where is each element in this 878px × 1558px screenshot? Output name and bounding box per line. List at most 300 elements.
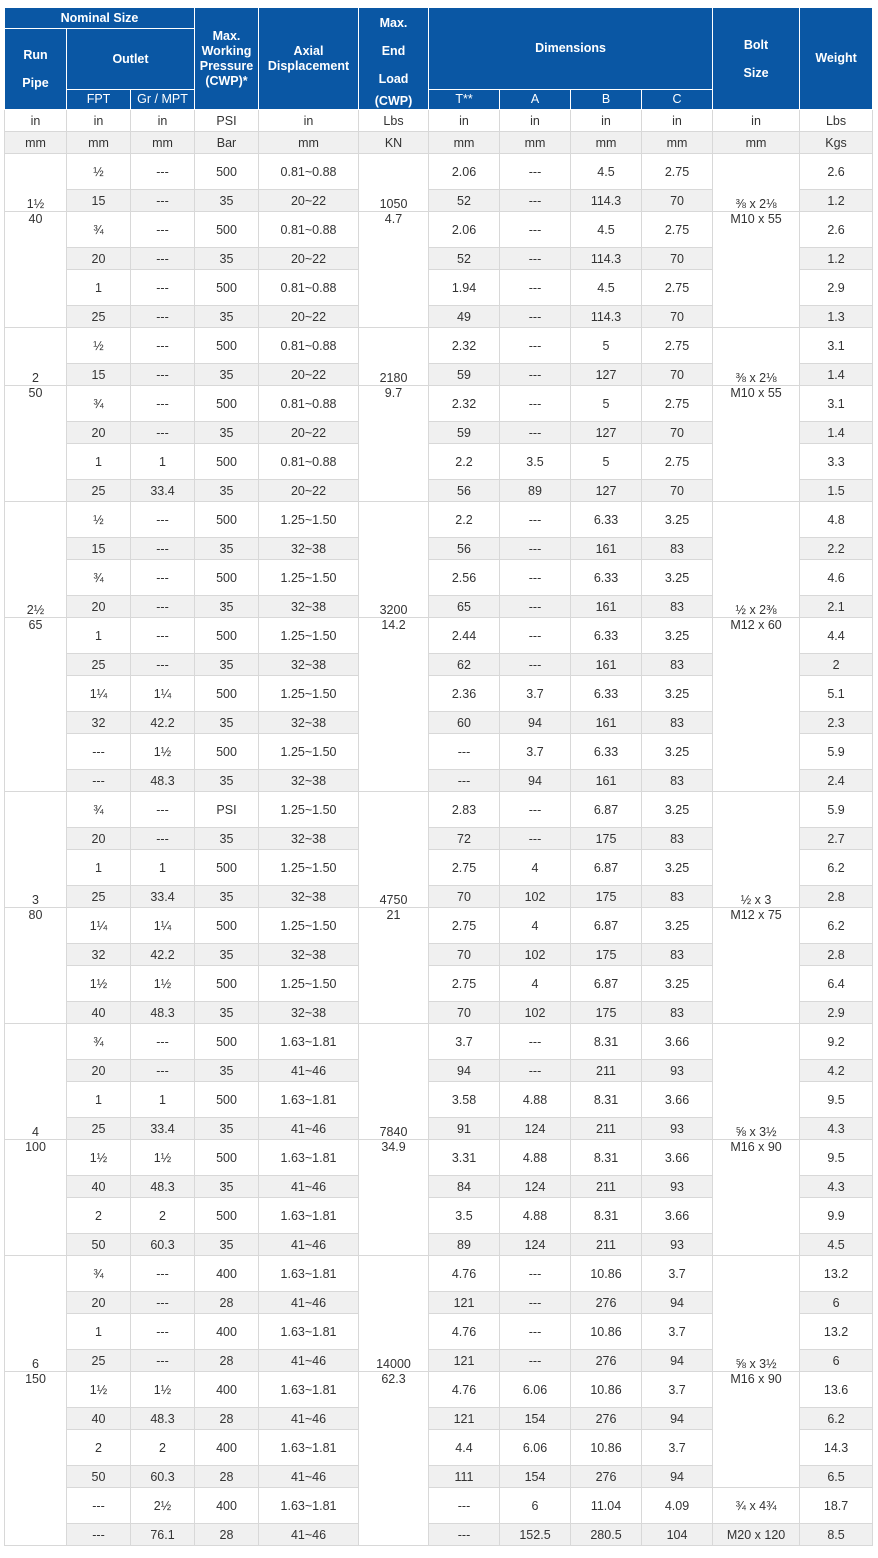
c-cell: 3.25	[642, 850, 713, 886]
c-cell: 3.7	[642, 1430, 713, 1466]
gr-mpt-cell: ---	[131, 422, 195, 444]
t-cell: 2.75	[429, 850, 500, 886]
pressure-cell: 35	[195, 1118, 259, 1140]
end-load-lbs: 14000	[359, 1256, 429, 1372]
c-cell: 3.25	[642, 560, 713, 596]
axial-displacement-header: Axial Displacement	[259, 8, 359, 110]
c-cell: 83	[642, 654, 713, 676]
run-pipe-mm: 150	[5, 1372, 67, 1546]
a-cell: ---	[500, 1314, 571, 1350]
a-cell: ---	[500, 248, 571, 270]
axial-displacement-cell: 41~46	[259, 1060, 359, 1082]
run-pipe-mm: 100	[5, 1140, 67, 1256]
b-cell: 5	[571, 386, 642, 422]
t-cell: 65	[429, 596, 500, 618]
pressure-cell: 35	[195, 364, 259, 386]
t-cell: ---	[429, 1488, 500, 1524]
pressure-cell: 35	[195, 190, 259, 212]
b-cell: 280.5	[571, 1524, 642, 1546]
b-cell: 114.3	[571, 306, 642, 328]
b-cell: 10.86	[571, 1314, 642, 1350]
b-cell: 175	[571, 944, 642, 966]
axial-displacement-cell: 32~38	[259, 1002, 359, 1024]
gr-mpt-cell: ---	[131, 1256, 195, 1292]
axial-displacement-cell: 32~38	[259, 712, 359, 734]
a-cell: ---	[500, 270, 571, 306]
bolt-size-mm: M12 x 60	[713, 618, 800, 792]
fpt-cell: ¾	[67, 792, 131, 828]
t-cell: 70	[429, 886, 500, 908]
a-cell: 4.88	[500, 1198, 571, 1234]
a-cell: 89	[500, 480, 571, 502]
pressure-cell: 500	[195, 908, 259, 944]
c-cell: 3.25	[642, 734, 713, 770]
axial-displacement-cell: 0.81~0.88	[259, 154, 359, 190]
c-cell: 93	[642, 1060, 713, 1082]
weight-cell: 6.2	[800, 850, 873, 886]
bolt-size-in: ⅜ x 2⅛	[713, 154, 800, 212]
gr-mpt-cell: ---	[131, 1314, 195, 1350]
axial-displacement-cell: 41~46	[259, 1408, 359, 1430]
fpt-cell: ---	[67, 734, 131, 770]
axial-displacement-cell: 41~46	[259, 1350, 359, 1372]
end-load-kn: 9.7	[359, 386, 429, 502]
a-cell: 102	[500, 944, 571, 966]
axial-displacement-cell: 1.63~1.81	[259, 1198, 359, 1234]
fpt-cell: ½	[67, 154, 131, 190]
gr-mpt-cell: ---	[131, 618, 195, 654]
pressure-cell: 35	[195, 538, 259, 560]
gr-mpt-cell: 48.3	[131, 1002, 195, 1024]
unit-cell: in	[500, 110, 571, 132]
unit-cell: in	[429, 110, 500, 132]
weight-cell: 2.9	[800, 270, 873, 306]
gr-mpt-cell: ---	[131, 386, 195, 422]
b-cell: 4.5	[571, 270, 642, 306]
table-row	[5, 1024, 873, 1060]
a-cell: ---	[500, 422, 571, 444]
t-cell: 4.76	[429, 1372, 500, 1408]
a-cell: ---	[500, 618, 571, 654]
weight-cell: 2.2	[800, 538, 873, 560]
table-row	[5, 502, 873, 538]
a-cell: 124	[500, 1176, 571, 1198]
c-cell: 2.75	[642, 386, 713, 422]
fpt-cell: 40	[67, 1176, 131, 1198]
axial-displacement-cell: 1.25~1.50	[259, 908, 359, 944]
c-cell: 70	[642, 248, 713, 270]
pressure-cell: 35	[195, 828, 259, 850]
b-cell: 175	[571, 886, 642, 908]
unit-cell: in	[259, 110, 359, 132]
pressure-cell: 500	[195, 734, 259, 770]
c-cell: 94	[642, 1350, 713, 1372]
c-cell: 83	[642, 770, 713, 792]
a-cell: 102	[500, 886, 571, 908]
pressure-cell: 35	[195, 1060, 259, 1082]
weight-cell: 13.2	[800, 1256, 873, 1292]
a-cell: 3.5	[500, 444, 571, 480]
table-row	[5, 154, 873, 190]
t-cell: 2.83	[429, 792, 500, 828]
unit-cell: Lbs	[359, 110, 429, 132]
fpt-header: FPT	[67, 90, 131, 110]
b-cell: 4.5	[571, 154, 642, 190]
t-cell: 91	[429, 1118, 500, 1140]
gr-mpt-cell: ---	[131, 538, 195, 560]
gr-mpt-cell: ---	[131, 1292, 195, 1314]
end-load-kn: 14.2	[359, 618, 429, 792]
weight-cell: 9.5	[800, 1082, 873, 1118]
bolt-size-mm: M10 x 55	[713, 386, 800, 502]
c-cell: 3.7	[642, 1256, 713, 1292]
a-cell: ---	[500, 306, 571, 328]
fpt-cell: ---	[67, 1524, 131, 1546]
t-cell: 2.75	[429, 966, 500, 1002]
a-cell: ---	[500, 560, 571, 596]
table-row	[5, 1488, 873, 1524]
weight-cell: 2.7	[800, 828, 873, 850]
t-cell: 121	[429, 1408, 500, 1430]
c-cell: 2.75	[642, 212, 713, 248]
fpt-cell: 1¼	[67, 676, 131, 712]
a-cell: 6.06	[500, 1372, 571, 1408]
a-cell: 124	[500, 1234, 571, 1256]
b-cell: 8.31	[571, 1198, 642, 1234]
pressure-cell: 500	[195, 1024, 259, 1060]
fpt-cell: ---	[67, 1488, 131, 1524]
pressure-cell: 35	[195, 944, 259, 966]
b-cell: 276	[571, 1350, 642, 1372]
t-cell: 2.44	[429, 618, 500, 654]
b-cell: 4.5	[571, 212, 642, 248]
run-pipe-mm: 50	[5, 386, 67, 502]
end-load-lbs: 2180	[359, 328, 429, 386]
c-cell: 93	[642, 1118, 713, 1140]
t-cell: 121	[429, 1350, 500, 1372]
gr-mpt-cell: 1	[131, 444, 195, 480]
weight-cell: 2.9	[800, 1002, 873, 1024]
fpt-cell: ---	[67, 770, 131, 792]
c-cell: 83	[642, 1002, 713, 1024]
t-cell: 2.2	[429, 444, 500, 480]
pressure-cell: 28	[195, 1466, 259, 1488]
end-load-lbs: 7840	[359, 1024, 429, 1140]
gr-mpt-cell: ---	[131, 828, 195, 850]
weight-cell: 2.6	[800, 212, 873, 248]
run-pipe-in: 2	[5, 328, 67, 386]
gr-mpt-cell: ---	[131, 560, 195, 596]
weight-cell: 1.3	[800, 306, 873, 328]
weight-cell: 2.8	[800, 944, 873, 966]
t-cell: 56	[429, 480, 500, 502]
a-cell: 6	[500, 1488, 571, 1524]
b-cell: 6.87	[571, 908, 642, 944]
t-cell: 2.56	[429, 560, 500, 596]
gr-mpt-header: Gr / MPT	[131, 90, 195, 110]
c-cell: 3.66	[642, 1140, 713, 1176]
fpt-cell: 2	[67, 1430, 131, 1466]
run-pipe-in: 1½	[5, 154, 67, 212]
c-cell: 93	[642, 1176, 713, 1198]
axial-displacement-cell: 0.81~0.88	[259, 444, 359, 480]
gr-mpt-cell: 33.4	[131, 886, 195, 908]
b-cell: 6.87	[571, 850, 642, 886]
a-cell: 102	[500, 1002, 571, 1024]
a-cell: 6.06	[500, 1430, 571, 1466]
weight-cell: 3.1	[800, 328, 873, 364]
c-cell: 93	[642, 1234, 713, 1256]
fpt-cell: ¾	[67, 212, 131, 248]
fpt-cell: 15	[67, 190, 131, 212]
gr-mpt-cell: 1½	[131, 1140, 195, 1176]
gr-mpt-cell: ---	[131, 212, 195, 248]
c-cell: 3.25	[642, 676, 713, 712]
table-row	[5, 386, 873, 422]
weight-cell: 13.6	[800, 1372, 873, 1408]
weight-cell: 2.6	[800, 154, 873, 190]
b-cell: 161	[571, 654, 642, 676]
weight-cell: 4.5	[800, 1234, 873, 1256]
axial-displacement-cell: 41~46	[259, 1466, 359, 1488]
bolt-size-mm: M16 x 90	[713, 1372, 800, 1488]
max-working-pressure-header: Max. Working Pressure (CWP)*	[195, 8, 259, 110]
pressure-cell: 35	[195, 1234, 259, 1256]
weight-cell: 18.7	[800, 1488, 873, 1524]
unit-cell: KN	[359, 132, 429, 154]
fpt-cell: 20	[67, 248, 131, 270]
unit-cell: in	[642, 110, 713, 132]
t-cell: 70	[429, 944, 500, 966]
weight-cell: 6.5	[800, 1466, 873, 1488]
pressure-cell: 500	[195, 618, 259, 654]
t-cell: 4.76	[429, 1314, 500, 1350]
axial-displacement-cell: 20~22	[259, 306, 359, 328]
weight-cell: 4.8	[800, 502, 873, 538]
gr-mpt-cell: 2½	[131, 1488, 195, 1524]
a-cell: ---	[500, 654, 571, 676]
end-load-lbs: 1050	[359, 154, 429, 212]
fpt-cell: 40	[67, 1408, 131, 1430]
unit-cell: mm	[131, 132, 195, 154]
c-cell: 3.25	[642, 502, 713, 538]
gr-mpt-cell: ---	[131, 792, 195, 828]
gr-mpt-cell: ---	[131, 248, 195, 270]
fpt-cell: 1	[67, 618, 131, 654]
axial-displacement-cell: 20~22	[259, 364, 359, 386]
axial-displacement-cell: 1.63~1.81	[259, 1256, 359, 1292]
a-cell: ---	[500, 154, 571, 190]
unit-cell: mm	[5, 132, 67, 154]
t-cell: 2.06	[429, 212, 500, 248]
pressure-cell: PSI	[195, 792, 259, 828]
axial-displacement-cell: 41~46	[259, 1176, 359, 1198]
fpt-cell: 25	[67, 654, 131, 676]
b-cell: 211	[571, 1118, 642, 1140]
axial-displacement-cell: 41~46	[259, 1524, 359, 1546]
gr-mpt-cell: ---	[131, 1350, 195, 1372]
b-cell: 6.33	[571, 676, 642, 712]
b-cell: 127	[571, 364, 642, 386]
a-cell: ---	[500, 828, 571, 850]
table-row	[5, 618, 873, 654]
a-cell: ---	[500, 538, 571, 560]
pressure-cell: 35	[195, 480, 259, 502]
c-cell: 70	[642, 480, 713, 502]
weight-cell: 9.9	[800, 1198, 873, 1234]
fpt-cell: 50	[67, 1234, 131, 1256]
pressure-cell: 500	[195, 154, 259, 190]
t-cell: 72	[429, 828, 500, 850]
unit-cell: in	[131, 110, 195, 132]
weight-cell: 9.5	[800, 1140, 873, 1176]
a-cell: ---	[500, 1256, 571, 1292]
weight-cell: 13.2	[800, 1314, 873, 1350]
bolt-size-mm: M16 x 90	[713, 1140, 800, 1256]
t-cell: 121	[429, 1292, 500, 1314]
unit-cell: mm	[67, 132, 131, 154]
t-cell: ---	[429, 1524, 500, 1546]
gr-mpt-cell: 2	[131, 1198, 195, 1234]
fpt-cell: ¾	[67, 1024, 131, 1060]
c-cell: 3.25	[642, 908, 713, 944]
fpt-cell: 1	[67, 1314, 131, 1350]
fpt-cell: 2	[67, 1198, 131, 1234]
pressure-cell: 35	[195, 886, 259, 908]
axial-displacement-cell: 20~22	[259, 190, 359, 212]
gr-mpt-cell: ---	[131, 364, 195, 386]
c-cell: 83	[642, 886, 713, 908]
pressure-cell: 500	[195, 1082, 259, 1118]
c-cell: 3.25	[642, 792, 713, 828]
run-pipe-mm: 65	[5, 618, 67, 792]
pressure-cell: 400	[195, 1430, 259, 1466]
axial-displacement-cell: 1.25~1.50	[259, 966, 359, 1002]
t-cell: 4.4	[429, 1430, 500, 1466]
a-cell: ---	[500, 1350, 571, 1372]
a-cell: 124	[500, 1118, 571, 1140]
fpt-cell: 25	[67, 1350, 131, 1372]
axial-displacement-cell: 1.25~1.50	[259, 502, 359, 538]
unit-cell: Kgs	[800, 132, 873, 154]
bolt-size-header: Bolt Size	[713, 8, 800, 110]
t-cell: 59	[429, 364, 500, 386]
b-cell: 6.33	[571, 502, 642, 538]
a-cell: ---	[500, 1024, 571, 1060]
run-pipe-in: 3	[5, 792, 67, 908]
pressure-cell: 500	[195, 966, 259, 1002]
b-cell: 6.87	[571, 966, 642, 1002]
t-cell: 1.94	[429, 270, 500, 306]
a-cell: ---	[500, 502, 571, 538]
a-cell: 154	[500, 1466, 571, 1488]
table-row	[5, 328, 873, 364]
weight-cell: 2.1	[800, 596, 873, 618]
axial-displacement-cell: 1.25~1.50	[259, 618, 359, 654]
gr-mpt-cell: 48.3	[131, 1408, 195, 1430]
gr-mpt-cell: ---	[131, 190, 195, 212]
pressure-cell: 500	[195, 444, 259, 480]
gr-mpt-cell: 48.3	[131, 1176, 195, 1198]
fpt-cell: 25	[67, 1118, 131, 1140]
fpt-cell: 40	[67, 1002, 131, 1024]
a-cell: 3.7	[500, 734, 571, 770]
axial-displacement-cell: 1.63~1.81	[259, 1314, 359, 1350]
axial-displacement-cell: 32~38	[259, 944, 359, 966]
weight-cell: 4.4	[800, 618, 873, 654]
run-pipe-in: 6	[5, 1256, 67, 1372]
b-cell: 276	[571, 1466, 642, 1488]
t-cell: 2.36	[429, 676, 500, 712]
bolt-size-in: ½ x 3	[713, 792, 800, 908]
run-pipe-mm: 40	[5, 212, 67, 328]
pressure-cell: 28	[195, 1408, 259, 1430]
pressure-cell: 500	[195, 560, 259, 596]
gr-mpt-cell: 33.4	[131, 1118, 195, 1140]
fpt-cell: 32	[67, 944, 131, 966]
c-cell: 94	[642, 1466, 713, 1488]
gr-mpt-cell: ---	[131, 328, 195, 364]
axial-displacement-cell: 1.25~1.50	[259, 676, 359, 712]
gr-mpt-cell: ---	[131, 306, 195, 328]
axial-displacement-cell: 20~22	[259, 248, 359, 270]
t-cell: ---	[429, 734, 500, 770]
c-cell: 94	[642, 1292, 713, 1314]
b-cell: 276	[571, 1292, 642, 1314]
c-cell: 3.66	[642, 1082, 713, 1118]
b-cell: 211	[571, 1176, 642, 1198]
table-row	[5, 212, 873, 248]
a-cell: ---	[500, 1060, 571, 1082]
a-cell: ---	[500, 190, 571, 212]
gr-mpt-cell: 42.2	[131, 712, 195, 734]
fpt-cell: 15	[67, 538, 131, 560]
weight-cell: 14.3	[800, 1430, 873, 1466]
weight-cell: 2.3	[800, 712, 873, 734]
c-cell: 83	[642, 828, 713, 850]
gr-mpt-cell: 48.3	[131, 770, 195, 792]
weight-cell: 5.9	[800, 792, 873, 828]
run-pipe-header: Run Pipe	[5, 29, 67, 110]
pressure-cell: 35	[195, 1002, 259, 1024]
a-cell: 4	[500, 908, 571, 944]
axial-displacement-cell: 0.81~0.88	[259, 328, 359, 364]
unit-cell: PSI	[195, 110, 259, 132]
pressure-cell: 500	[195, 270, 259, 306]
b-cell: 161	[571, 770, 642, 792]
fpt-cell: 32	[67, 712, 131, 734]
axial-displacement-cell: 0.81~0.88	[259, 212, 359, 248]
pressure-cell: 500	[195, 1140, 259, 1176]
unit-cell: in	[67, 110, 131, 132]
fpt-cell: 20	[67, 1060, 131, 1082]
units-metric-row	[5, 132, 873, 154]
gr-mpt-cell: 1½	[131, 966, 195, 1002]
unit-cell: mm	[429, 132, 500, 154]
c-cell: 3.25	[642, 966, 713, 1002]
a-cell: ---	[500, 328, 571, 364]
t-cell: 49	[429, 306, 500, 328]
axial-displacement-cell: 1.63~1.81	[259, 1140, 359, 1176]
unit-cell: mm	[500, 132, 571, 154]
b-cell: 211	[571, 1060, 642, 1082]
pressure-cell: 35	[195, 306, 259, 328]
bolt-size-mm: M10 x 55	[713, 212, 800, 328]
axial-displacement-cell: 32~38	[259, 770, 359, 792]
c-cell: 2.75	[642, 154, 713, 190]
outlet-header: Outlet	[67, 29, 195, 90]
axial-displacement-cell: 32~38	[259, 828, 359, 850]
